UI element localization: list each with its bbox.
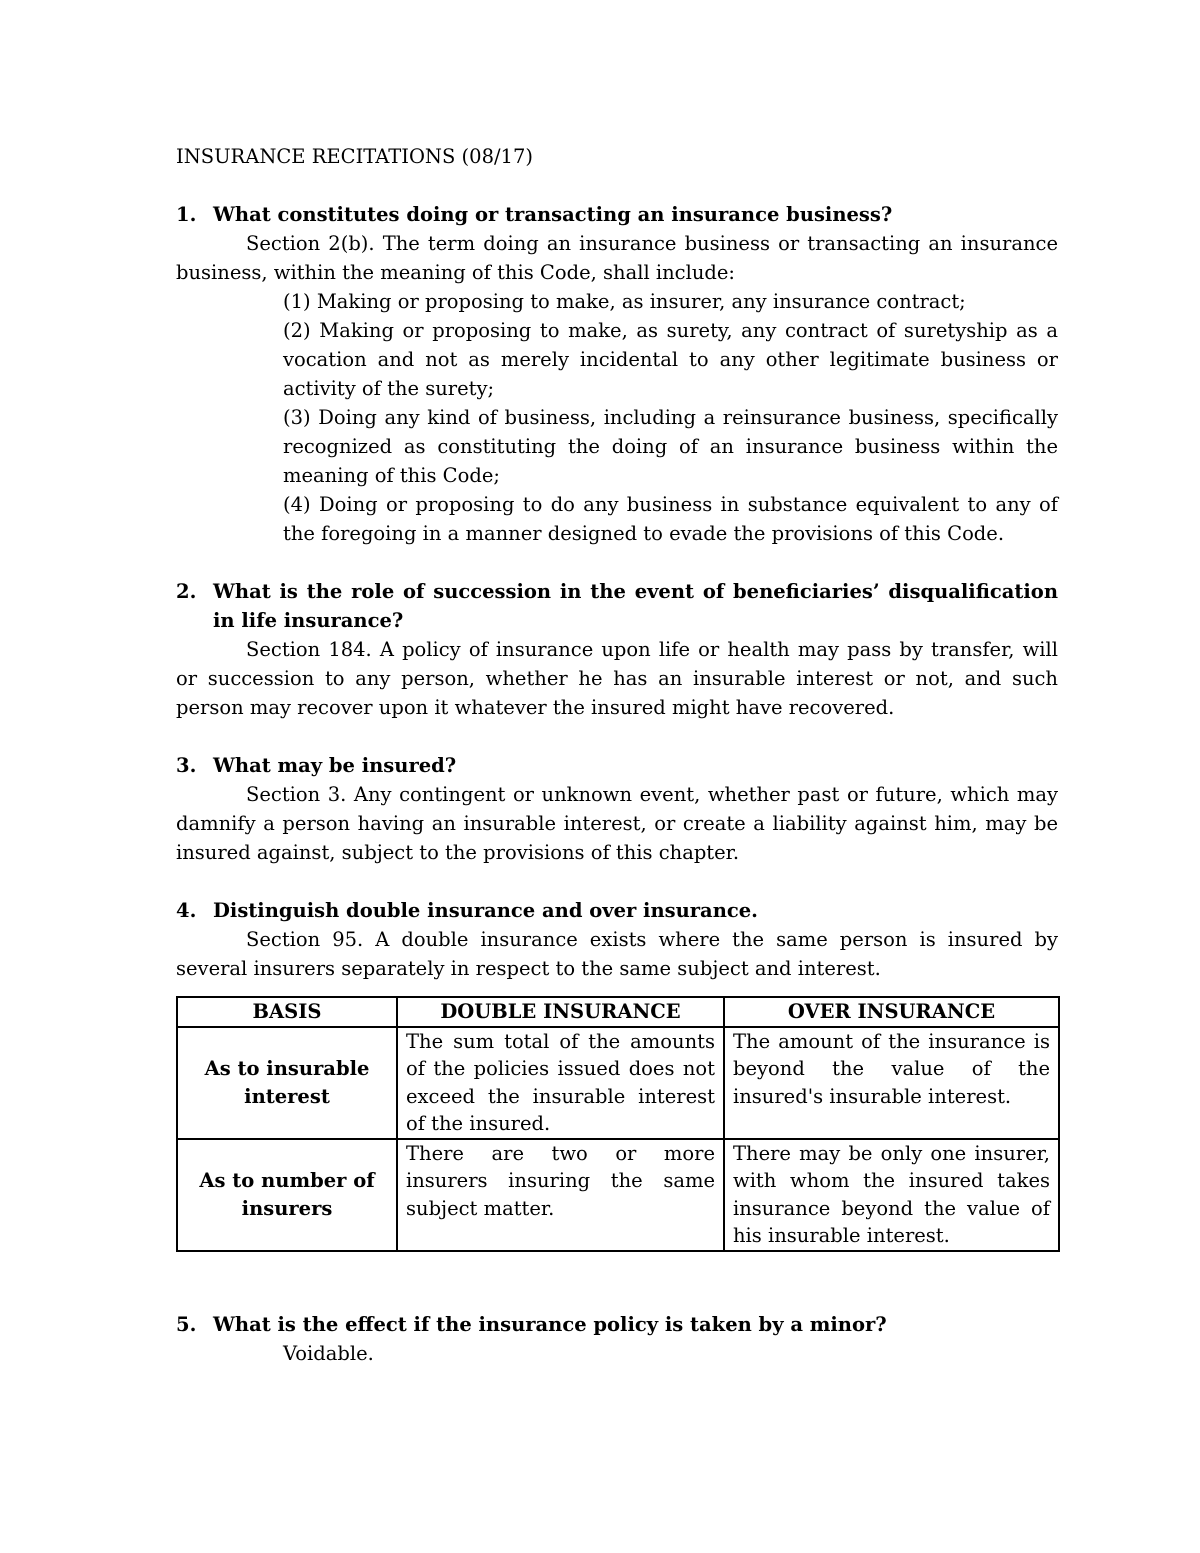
provision-list (283, 287, 1058, 548)
header-over-insurance: OVER INSURANCE (724, 997, 1059, 1027)
question-number: 2. (176, 580, 197, 603)
list-item: (1) Making or proposing to make, as insurer, any insurance contract; (283, 290, 966, 313)
answer-2: Section 184. A policy of insurance upon life or health may pass by transfer, will or succession to any person, whether he has an insurable interest or not, and such person may recover upon it whatever the insured might have recovered. (176, 638, 1058, 719)
comparison-table (176, 996, 1060, 1252)
question-number: 3. (176, 754, 197, 777)
over-insurance-cell: The amount of the insurance is beyond the value of the insured's insurable interest. (724, 1027, 1059, 1139)
answer-5: Voidable. (283, 1341, 374, 1365)
table-row (177, 1139, 1059, 1251)
question-2 (176, 577, 1058, 635)
question-text: What constitutes doing or transacting an insurance business? (213, 203, 893, 226)
header-double-insurance: DOUBLE INSURANCE (397, 997, 724, 1027)
document-title: INSURANCE RECITATIONS (08/17) (176, 145, 533, 168)
over-insurance-cell: There may be only one insurer, with whom the insured takes insurance beyond the value of his insurable interest. (724, 1139, 1059, 1251)
question-1 (176, 200, 1058, 229)
list-item: (4) Doing or proposing to do any business in substance equivalent to any of the foregoing in a manner designed to evade the provisions of this Code. (283, 493, 1058, 545)
answer-4: Section 95. A double insurance exists where the same person is insured by several insurers separately in respect to the same subject and interest. (176, 928, 1058, 980)
question-number: 5. (176, 1312, 197, 1336)
double-insurance-cell: There are two or more insurers insuring the same subject matter. (397, 1139, 724, 1251)
basis-cell: As to number of insurers (177, 1139, 397, 1251)
question-4 (176, 896, 1058, 925)
list-item: (3) Doing any kind of business, including a reinsurance business, specifically recognized as constituting the doing of an insurance business within the meaning of this Code; (283, 406, 1058, 487)
list-item: (2) Making or proposing to make, as surety, any contract of suretyship as a vocation and not as merely incidental to any other legitimate business or activity of the surety; (283, 319, 1058, 400)
table-row (177, 1027, 1059, 1139)
question-5 (176, 1310, 1058, 1339)
question-text: What is the effect if the insurance policy is taken by a minor? (213, 1312, 887, 1336)
answer-3: Section 3. Any contingent or unknown event, whether past or future, which may damnify a person having an insurable interest, or create a liability against him, may be insured against, subject to the provisions of this chapter. (176, 783, 1058, 864)
question-text: Distinguish double insurance and over insurance. (213, 899, 758, 922)
table-header-row (177, 997, 1059, 1027)
answer-1: Section 2(b). The term doing an insurance business or transacting an insurance business, within the meaning of this Code, shall include: (176, 232, 1058, 284)
header-basis: BASIS (177, 997, 397, 1027)
question-text: What is the role of succession in the event of beneficiaries’ disqualification in life insurance? (213, 580, 1058, 632)
question-number: 4. (176, 899, 197, 922)
document-page (176, 142, 1058, 1368)
basis-cell: As to insurable interest (177, 1027, 397, 1139)
question-number: 1. (176, 203, 197, 226)
question-text: What may be insured? (213, 754, 457, 777)
question-3 (176, 751, 1058, 780)
double-insurance-cell: The sum total of the amounts of the policies issued does not exceed the insurable interest of the insured. (397, 1027, 724, 1139)
